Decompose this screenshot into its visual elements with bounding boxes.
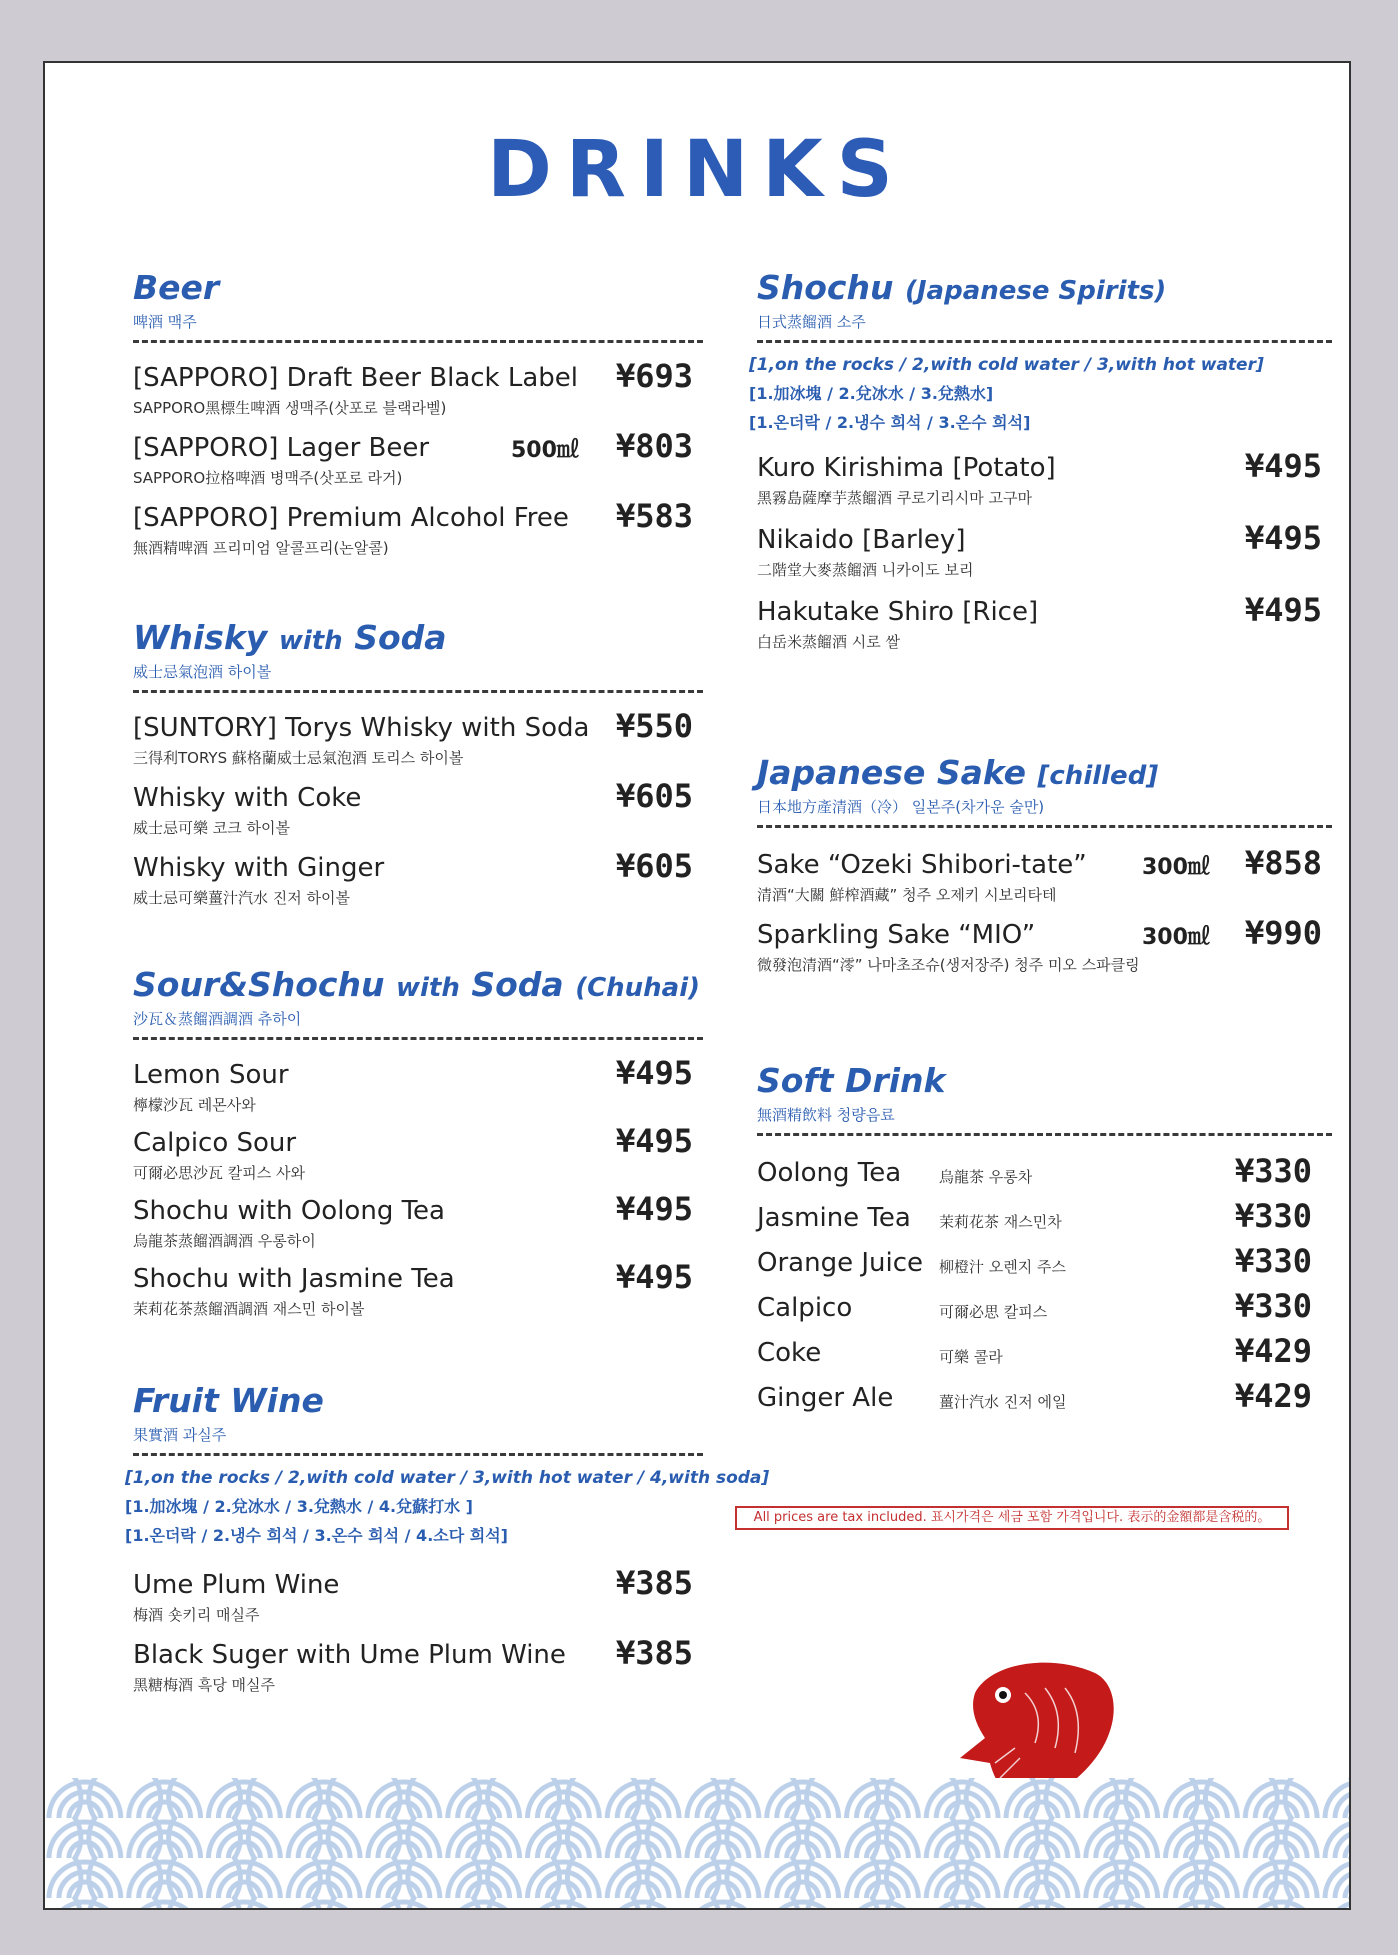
section-subtitle: 沙瓦＆蒸餾酒調酒 츄하이 <box>133 1010 302 1028</box>
shochu-section <box>749 268 1332 669</box>
section-subtitle: 日本地方產清酒（冷） 일본주(차가운 술만) <box>757 798 1045 816</box>
item-name: [SUNTORY] Torys Whisky with Soda <box>133 713 590 743</box>
item-name: Black Suger with Ume Plum Wine <box>133 1640 566 1670</box>
item-subtitle: 黑糖梅酒 흑당 매실주 <box>133 1676 275 1694</box>
section-title: Fruit Wine <box>133 1381 324 1420</box>
section-subtitle: 無酒精飲料 청량음료 <box>757 1106 895 1124</box>
seigaiha-wave-pattern <box>45 1778 1349 1908</box>
item-subtitle: SAPPORO黑標生啤酒 생맥주(삿포로 블랙라벨) <box>133 399 447 417</box>
item-price: ¥990 <box>1244 914 1322 952</box>
item-subtitle: 二階堂大麥蒸餾酒 니카이도 보리 <box>757 561 974 579</box>
item-name: Oolong Tea <box>757 1158 902 1188</box>
item-name: Ume Plum Wine <box>133 1570 340 1600</box>
item-name: Lemon Sour <box>133 1060 289 1090</box>
item-name: Ginger Ale <box>757 1383 894 1413</box>
serving-note-en: [1,on the rocks / 2,with cold water / 3,with hot water / 4,with soda] <box>125 1468 770 1488</box>
item-price: ¥858 <box>1244 844 1322 882</box>
item-price: ¥495 <box>615 1054 693 1092</box>
item-subtitle: 黑霧島薩摩芋蒸餾酒 쿠로기리시마 고구마 <box>757 489 1032 507</box>
menu-item <box>757 591 1332 669</box>
beer-section <box>133 268 703 573</box>
item-list <box>133 1054 703 1332</box>
menu-item <box>757 914 1332 990</box>
item-subtitle: 可爾必思沙瓦 칼피스 사와 <box>133 1164 305 1182</box>
item-price: ¥385 <box>615 1634 693 1672</box>
item-name: Whisky with Coke <box>133 783 362 813</box>
item-name: Coke <box>757 1338 822 1368</box>
item-name: Nikaido [Barley] <box>757 525 966 555</box>
item-list <box>757 844 1332 990</box>
item-price: ¥803 <box>615 427 693 465</box>
dashed-divider <box>133 1453 703 1456</box>
item-name: Shochu with Oolong Tea <box>133 1196 445 1226</box>
item-name: Kuro Kirishima [Potato] <box>757 453 1056 483</box>
item-price: ¥429 <box>1234 1377 1312 1415</box>
item-volume: 300㎖ <box>1142 855 1210 880</box>
serving-note-kr: [1.온더락 / 2.냉수 희석 / 3.온수 희석] <box>749 413 1031 432</box>
item-price: ¥495 <box>615 1122 693 1160</box>
item-subtitle: 烏龍茶 우롱차 <box>939 1168 1033 1186</box>
item-price: ¥605 <box>615 847 693 885</box>
item-price: ¥495 <box>1244 591 1322 629</box>
item-subtitle: 威士忌可樂 코크 하이볼 <box>133 819 290 837</box>
menu-item <box>133 357 703 433</box>
menu-item <box>133 497 703 573</box>
item-name: Calpico Sour <box>133 1128 297 1158</box>
item-subtitle: 可樂 콜라 <box>939 1348 1003 1366</box>
menu-item <box>133 777 703 853</box>
sake-section <box>757 753 1332 990</box>
dashed-divider <box>133 690 703 693</box>
sour-section <box>133 965 703 1332</box>
item-volume: 300㎖ <box>1142 925 1210 950</box>
fruit-wine-section <box>125 1381 770 1710</box>
whisky-section <box>133 618 703 923</box>
menu-item <box>757 447 1332 525</box>
item-name: Orange Juice <box>757 1248 923 1278</box>
item-price: ¥330 <box>1234 1197 1312 1235</box>
serving-note-cn: [1.加冰塊 / 2.兌冰水 / 3.兌熱水 / 4.兌蘇打水 ] <box>125 1497 473 1516</box>
serving-note-en: [1,on the rocks / 2,with cold water / 3,with hot water] <box>749 355 1264 375</box>
menu-item <box>757 519 1332 597</box>
item-price: ¥330 <box>1234 1242 1312 1280</box>
item-price: ¥330 <box>1234 1152 1312 1190</box>
dashed-divider <box>133 340 703 343</box>
item-list <box>133 707 703 923</box>
item-subtitle: 可爾必思 칼피스 <box>939 1303 1048 1321</box>
item-subtitle: 梅酒 숏키리 매실주 <box>133 1606 260 1624</box>
item-name: Jasmine Tea <box>757 1203 911 1233</box>
item-subtitle: 烏龍茶蒸餾酒調酒 우롱하이 <box>133 1232 316 1250</box>
item-subtitle: 清酒“大關 鮮榨酒藏” 청주 오제키 시보리타테 <box>757 886 1057 904</box>
dashed-divider <box>757 340 1332 343</box>
menu-item <box>133 707 703 783</box>
item-subtitle: 威士忌可樂薑汁汽水 진저 하이볼 <box>133 889 350 907</box>
tax-note: All prices are tax included. 표시가격은 세금 포함 가격입니다. 表示的金額都是含税的。 <box>735 1506 1289 1530</box>
menu-item <box>133 847 703 923</box>
item-price: ¥495 <box>1244 519 1322 557</box>
item-name: Whisky with Ginger <box>133 853 385 883</box>
item-name: [SAPPORO] Lager Beer <box>133 433 430 463</box>
section-title: Sour&Shochu with Soda (Chuhai) <box>133 965 701 1004</box>
menu-sheet <box>43 61 1351 1910</box>
item-name: [SAPPORO] Premium Alcohol Free <box>133 503 569 533</box>
item-list <box>133 1564 703 1710</box>
item-name: [SAPPORO] Draft Beer Black Label <box>133 363 579 393</box>
section-title: Japanese Sake [chilled] <box>757 753 1159 792</box>
item-subtitle: 茉莉花茶蒸餾酒調酒 재스민 하이볼 <box>133 1300 365 1318</box>
item-name: Sake “Ozeki Shibori-tate” <box>757 850 1087 880</box>
item-subtitle: 薑汁汽水 진저 에일 <box>939 1393 1067 1411</box>
serving-note-kr: [1.온더락 / 2.냉수 희석 / 3.온수 희석 / 4.소다 희석] <box>125 1526 508 1545</box>
section-subtitle: 果實酒 과실주 <box>133 1426 227 1444</box>
menu-item <box>133 427 703 503</box>
item-subtitle: 微發泡清酒“澪” 나마초조슈(생저장주) 청주 미오 스파클링 <box>757 956 1140 974</box>
section-title: Whisky with Soda <box>133 618 447 657</box>
item-list <box>757 447 1332 669</box>
item-list <box>133 357 703 573</box>
soft-drink-section <box>757 1061 1332 1428</box>
item-subtitle: 無酒精啤酒 프리미엄 알콜프리(논알콜) <box>133 539 389 557</box>
item-list <box>757 1152 1332 1428</box>
section-title: Beer <box>133 268 220 307</box>
item-name: Sparkling Sake “MIO” <box>757 920 1036 950</box>
item-price: ¥330 <box>1234 1287 1312 1325</box>
dashed-divider <box>133 1037 703 1040</box>
item-subtitle: 茉莉花茶 재스민차 <box>939 1213 1062 1231</box>
item-subtitle: SAPPORO拉格啤酒 병맥주(삿포로 라거) <box>133 469 403 487</box>
menu-item <box>133 1564 703 1640</box>
item-name: Hakutake Shiro [Rice] <box>757 597 1039 627</box>
menu-item <box>133 1122 703 1196</box>
page-title: DRINKS <box>487 125 907 215</box>
section-subtitle: 威士忌氣泡酒 하이볼 <box>133 663 272 681</box>
item-price: ¥495 <box>1244 447 1322 485</box>
item-price: ¥495 <box>615 1190 693 1228</box>
item-price: ¥385 <box>615 1564 693 1602</box>
dashed-divider <box>757 1133 1332 1136</box>
item-subtitle: 柳橙汁 오렌지 주스 <box>939 1258 1066 1276</box>
item-name: Shochu with Jasmine Tea <box>133 1264 455 1294</box>
item-volume: 500㎖ <box>511 438 579 463</box>
menu-item <box>133 1258 703 1332</box>
menu-item <box>133 1634 703 1710</box>
menu-item <box>757 844 1332 920</box>
menu-item <box>133 1054 703 1128</box>
section-title: Soft Drink <box>757 1061 946 1100</box>
item-price: ¥605 <box>615 777 693 815</box>
dashed-divider <box>757 825 1332 828</box>
menu-item <box>133 1190 703 1264</box>
item-price: ¥693 <box>615 357 693 395</box>
item-name: Calpico <box>757 1293 853 1323</box>
section-subtitle: 日式蒸餾酒 소주 <box>757 313 866 331</box>
item-price: ¥495 <box>615 1258 693 1296</box>
serving-note-cn: [1.加冰塊 / 2.兌冰水 / 3.兌熱水] <box>749 384 994 403</box>
menu-item <box>757 1377 1332 1428</box>
item-price: ¥550 <box>615 707 693 745</box>
item-price: ¥583 <box>615 497 693 535</box>
item-subtitle: 白岳米蒸餾酒 시로 쌀 <box>757 633 901 651</box>
section-title: Shochu (Japanese Spirits) <box>757 268 1167 307</box>
section-subtitle: 啤酒 맥주 <box>133 313 197 331</box>
item-subtitle: 三得利TORYS 蘇格蘭威士忌氣泡酒 토리스 하이볼 <box>133 749 464 767</box>
item-subtitle: 檸檬沙瓦 레몬사와 <box>133 1096 256 1114</box>
item-price: ¥429 <box>1234 1332 1312 1370</box>
